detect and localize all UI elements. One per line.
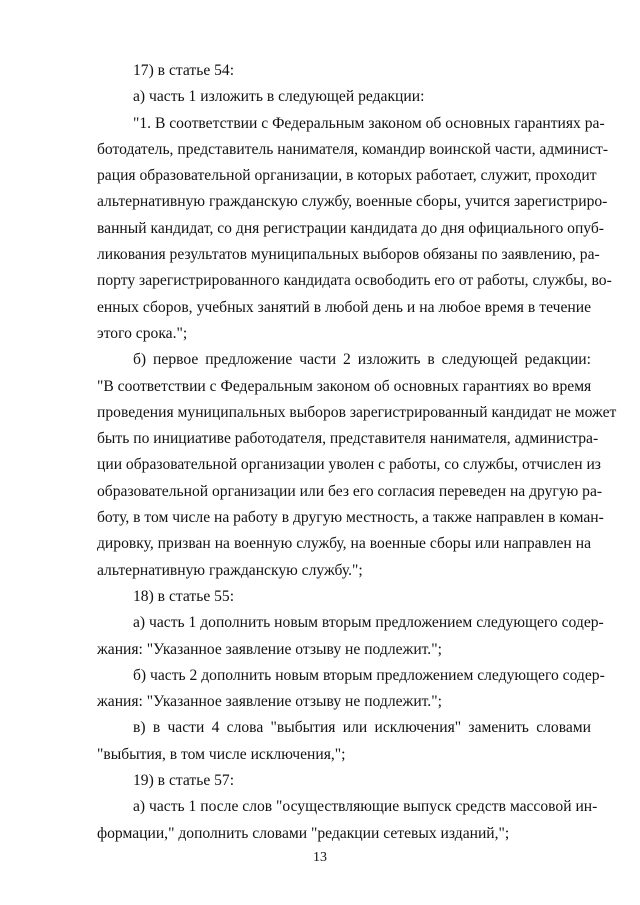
paragraph bbox=[97, 584, 591, 610]
paragraph bbox=[97, 768, 591, 794]
text-line: ванный кандидат, со дня регистрации кандидата до дня официального опуб- bbox=[97, 219, 605, 237]
text-line: "В соответствии с Федеральным законом об основных гарантиях во время bbox=[97, 377, 592, 395]
text-line: а) часть 1 после слов "осуществляющие выпуск средств массовой ин- bbox=[133, 798, 598, 816]
paragraph bbox=[97, 58, 591, 84]
text-line: формации," дополнить словами "редакции сетевых изданий,"; bbox=[97, 824, 510, 842]
text-line: проведения муниципальных выборов зарегистрированный кандидат не может bbox=[97, 403, 617, 421]
paragraph bbox=[97, 111, 612, 348]
text-line: рация образовательной организации, в которых работает, служит, проходит bbox=[97, 167, 597, 185]
page-number: 13 bbox=[313, 850, 327, 865]
text-line: боту, в том числе на работу в другую местность, а также направлен в коман- bbox=[97, 509, 604, 527]
text-line: б) первое предложение части 2 изложить в следующей редакции: bbox=[133, 351, 591, 369]
text-line: б) часть 2 дополнить новым вторым предложением следующего содер- bbox=[133, 666, 605, 684]
text-line: 18) в статье 55: bbox=[133, 587, 235, 605]
text-line: 17) в статье 54: bbox=[133, 62, 235, 79]
paragraph bbox=[97, 663, 605, 716]
text-line: дировку, призван на военную службу, на военные сборы или направлен на bbox=[97, 535, 591, 553]
text-line: этого срока."; bbox=[97, 324, 188, 342]
text-line: енных сборов, учебных занятий в любой день и на любое время в течение bbox=[97, 298, 591, 316]
text-line: быть по инициативе работодателя, представителя нанимателя, администра- bbox=[97, 430, 599, 448]
document-body bbox=[97, 58, 617, 847]
text-line: образовательной организации или без его согласия переведен на другую ра- bbox=[97, 482, 603, 500]
paragraph bbox=[97, 715, 591, 768]
text-line: а) часть 1 изложить в следующей редакции: bbox=[133, 88, 425, 106]
paragraph bbox=[97, 610, 604, 663]
text-line: порту зарегистрированного кандидата освободить его от работы, службы, во- bbox=[97, 272, 612, 290]
text-line: жания: "Указанное заявление отзыву не подлежит."; bbox=[97, 640, 442, 658]
text-line: ботодатель, представитель нанимателя, командир воинской части, админист- bbox=[97, 140, 609, 158]
paragraph bbox=[97, 347, 617, 584]
text-line: жания: "Указанное заявление отзыву не подлежит."; bbox=[97, 693, 442, 711]
text-line: в) в части 4 слова "выбытия или исключения" заменить словами bbox=[133, 719, 591, 737]
text-line: а) часть 1 дополнить новым вторым предложением следующего содер- bbox=[133, 614, 604, 632]
paragraph bbox=[97, 794, 598, 847]
text-line: альтернативную гражданскую службу."; bbox=[97, 561, 363, 579]
text-line: 19) в статье 57: bbox=[133, 772, 235, 790]
text-line: "1. В соответствии с Федеральным законом об основных гарантиях ра- bbox=[133, 114, 605, 132]
text-line: ции образовательной организации уволен с работы, со службы, отчислен из bbox=[97, 456, 601, 474]
text-line: ликования результатов муниципальных выборов обязаны по заявлению, ра- bbox=[97, 246, 600, 264]
text-line: "выбытия, в том числе исключения,"; bbox=[97, 745, 346, 763]
text-line: альтернативную гражданскую службу, военные сборы, учится зарегистриро- bbox=[97, 193, 608, 211]
paragraph bbox=[97, 84, 591, 110]
